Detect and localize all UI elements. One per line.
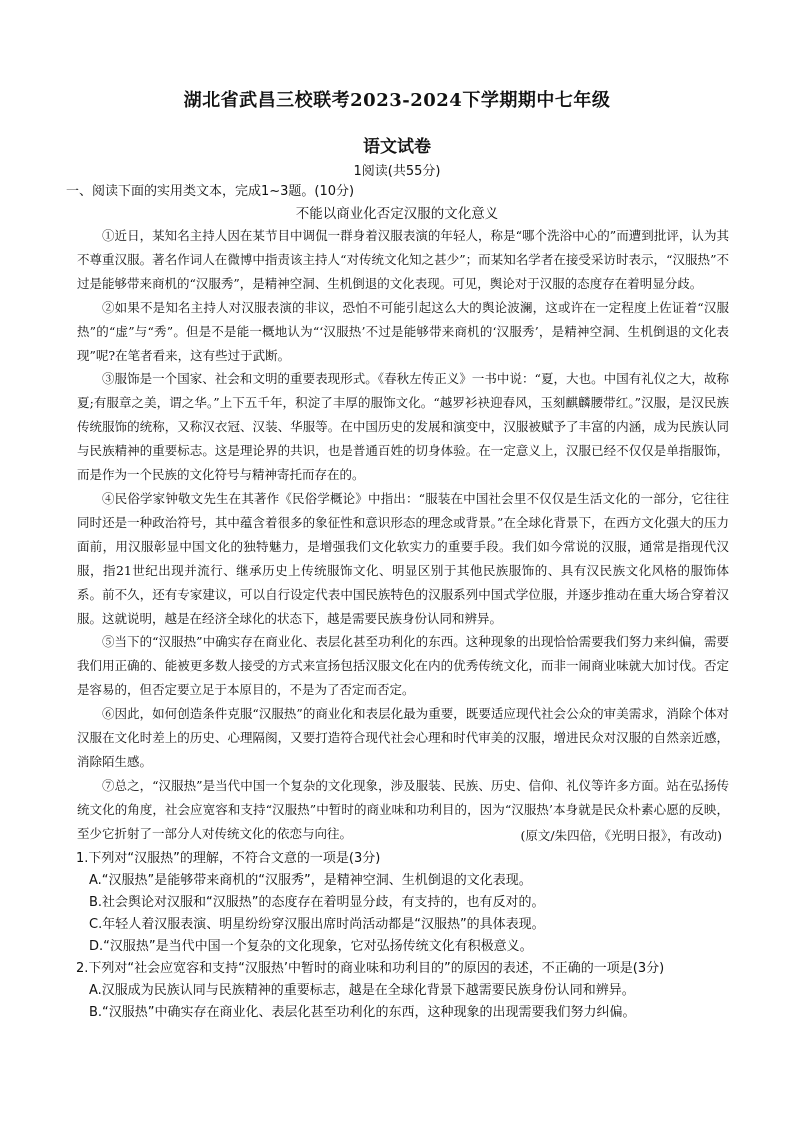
question-2-stem: 2.下列对“社会应宽容和支持“汉服热’中暂时的商业味和功利目的”的原因的表述，不正确的一项是(3分) [76, 961, 665, 976]
question-1-option-b: B.社会舆论对汉服和“汉服热”的态度存在着明显分歧，有支持的，也有反对的。 [89, 895, 545, 910]
article-paragraph-4: ④民俗学家钟敬文先生在其著作《民俗学概论》中指出：“服装在中国社会里不仅仅是生活文化的一部分，它往往同时还是一种政治符号，其中蕴含着很多的象征性和意识形态的理念或背景。”在全球化背景下，在西方文化强大的压力面前，用汉服彰显中国文化的独特魅力，是增强我们文化软实力的重要手段。我们如今常说的汉服，通常是指现代汉服，指21世纪出现并流行、继承历史上传统服饰文化、明显区别于其他民族服饰的、具有汉民族文化风格的服饰体系。前不久，还有专家建议，可以自行设定代表中国民族特色的汉服系列中国式学位服，并逐步推动在重大场合穿着汉服。这就说明，越是在经济全球化的状态下，越是需要民族身份认同和辨异。 [77, 490, 729, 626]
article-paragraph-1: ①近日，某知名主持人因在某节目中调侃一群身着汉服表演的年轻人，称是“哪个洗浴中心的”而遭到批评，认为其不尊重汉服。著名作词人在微博中指责该主持人“对传统文化知之甚少”；而某知名学者在接受采访时表示，“汉服热”不过是能够带来商机的“汉服秀”，是精神空洞、生机倒退的文化表现。可见，舆论对于汉服的态度存在着明显分歧。 [77, 228, 729, 291]
article-paragraph-7: ⑦总之，“汉服热”是当代中国一个复杂的文化现象，涉及服装、民族、历史、信仰、礼仪等许多方面。站在弘扬传统文化的角度，社会应宽容和支持“汉服热”中暂时的商业味和功利目的，因为“汉服热’本身就是民众朴素心愿的反映，至少它折射了一部分人对传统文化的依恋与向往。 [77, 777, 729, 841]
question-intro: 一、阅读下面的实用类文本，完成1~3题。(10分) [66, 184, 355, 199]
article-paragraph-2: ②如果不是知名主持人对汉服表演的非议，恐怕不可能引起这么大的舆论波澜，这或许在一定程度上佐证着“汉服热”的“虚”与“秀”。但是不是能一概地认为“‘汉服热’不过是能够带来商机的‘汉服秀’，是精神空洞、生机倒退的文化表现”呢?在笔者看来，这有些过于武断。 [77, 299, 729, 363]
article-paragraph-3: ③服饰是一个国家、社会和文明的重要表现形式。《春秋左传正义》一书中说：“夏，大也。中国有礼仪之大，故称夏;有服章之美，谓之华。”上下五千年，积淀了丰厚的服饰文化。“越罗衫袂迎春风，玉刻麒麟腰带红。”汉服，是汉民族传统服饰的统称，又称汉衣冠、汉装、华服等。在中国历史的发展和演变中，汉服被赋予了丰富的内涵，成为民族认同与民族精神的重要标志。这是理论界的共识，也是普通百姓的切身体验。在一定意义上，汉服已经不仅仅是单指服饰，而是作为一个民族的文化符号与精神寄托而存在的。 [77, 371, 729, 483]
question-2-option-a: A.汉服成为民族认同与民族精神的重要标志，越是在全球化背景下越需要民族身份认同和辨异。 [89, 983, 635, 998]
question-1-stem: 1.下列对“汉服热”的理解，不符合文意的一项是(3分) [76, 851, 381, 866]
question-1-option-d: D.“汉服热”是当代中国一个复杂的文化现象，它对弘扬传统文化有积极意义。 [89, 939, 533, 954]
question-1-option-c: C.年轻人着汉服表演、明星纷纷穿汉服出席时尚活动都是“汉服热”的具体表现。 [89, 917, 545, 932]
exam-title: 湖北省武昌三校联考2023-2024下学期期中七年级 [183, 90, 611, 111]
article-source: (原文/朱四倍，《光明日报》，有改动) [520, 828, 722, 843]
question-list [76, 848, 732, 1024]
question-2-option-b: B.“汉服热”中确实存在商业化、表层化甚至功利化的东西，这种现象的出现需要我们努力纠偏。 [89, 1005, 636, 1020]
article-body [77, 224, 729, 846]
article-paragraph-6: ⑥因此，如何创造条件克服“汉服热”的商业化和表层化最为重要，既要适应现代社会公众的审美需求，消除个体对汉服在文化时差上的历史、心理隔阂，又要打造符合现代社会心理和时代审美的汉服，增进民众对汉服的自然亲近感，消除陌生感。 [77, 706, 729, 769]
article-title: 不能以商业化否定汉服的文化意义 [295, 206, 499, 222]
exam-subtitle: 语文试卷 [363, 137, 431, 157]
question-1-option-a: A.“汉服热”是能够带来商机的“汉服秀”，是精神空洞、生机倒退的文化表现。 [89, 873, 532, 888]
section-heading: 1阅读(共55分) [353, 164, 441, 179]
article-paragraph-5: ⑤当下的“汉服热”中确实存在商业化、表层化甚至功利化的东西。这种现象的出现恰恰需要我们努力来纠偏，需要我们用正确的、能被更多数人接受的方式来宣扬包括汉服文化在内的优秀传统文化，而非一闹商业味就大加讨伐。否定是容易的，但否定要立足于本原目的，不是为了否定而否定。 [77, 634, 729, 698]
